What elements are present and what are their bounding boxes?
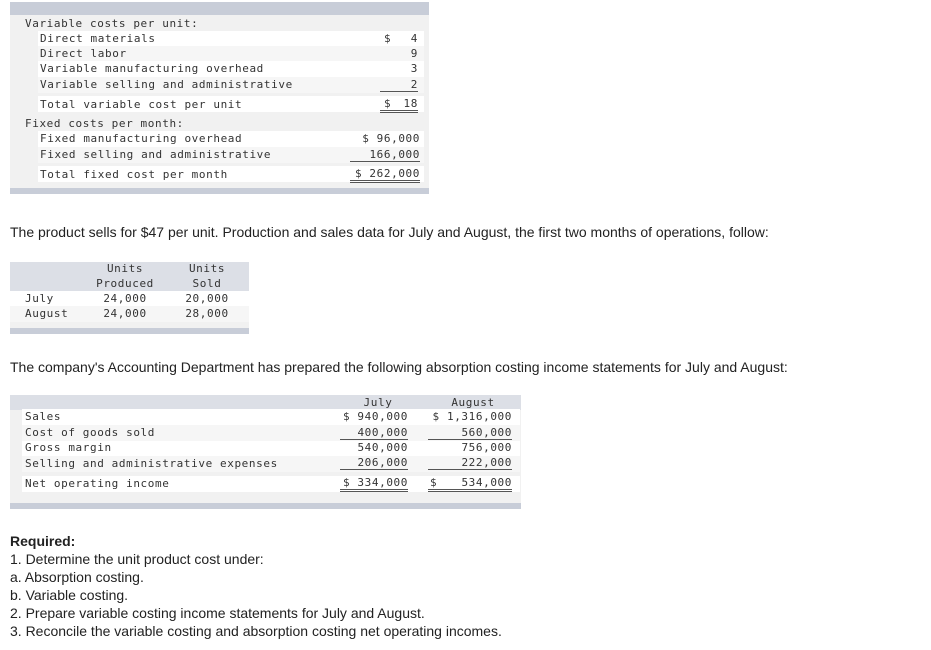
income-row-label: Selling and administrative expenses [25, 457, 278, 470]
net-income-label: Net operating income [25, 477, 170, 490]
income-row-label: Gross margin [25, 441, 112, 454]
income-col-august: August [451, 396, 495, 409]
fixed-costs-header: Fixed costs per month: [25, 117, 184, 130]
net-income-august-prefix: $ [430, 476, 438, 489]
produced-header-line1: Units [106, 262, 144, 275]
income-row-july: 206,000 [340, 456, 408, 470]
cost-row-label: Direct materials [40, 32, 156, 45]
income-col-july: July [363, 396, 393, 409]
production-produced: 24,000 [103, 292, 147, 305]
income-row-july: 400,000 [340, 426, 408, 440]
income-row-august: 222,000 [428, 456, 512, 470]
sold-header-line2: Sold [192, 277, 222, 290]
income-row-label: Sales [25, 410, 62, 423]
production-month: August [25, 307, 69, 320]
cost-row-prefix: $ [384, 32, 392, 45]
income-row-july: 540,000 [357, 441, 408, 454]
total-fixed-value: $ 262,000 [350, 167, 420, 183]
production-produced: 24,000 [103, 307, 147, 320]
income-table-bottom-bar [10, 503, 521, 509]
sold-header-line1: Units [188, 262, 226, 275]
cost-row-value: 3 [410, 62, 418, 75]
income-row-august: $ 1,316,000 [432, 410, 512, 423]
fixed-row-label: Fixed manufacturing overhead [40, 132, 243, 145]
production-month: July [25, 292, 54, 305]
fixed-row-label: Fixed selling and administrative [40, 148, 272, 161]
net-income-august: 534,000 [428, 476, 512, 492]
cost-row-label: Direct labor [40, 47, 127, 60]
fixed-row-value: $ 96,000 [362, 132, 420, 145]
total-fixed-label: Total fixed cost per month [40, 168, 228, 181]
total-variable-prefix: $ [384, 97, 392, 110]
cost-row-label: Variable manufacturing overhead [40, 62, 264, 75]
cost-row-value: 9 [410, 47, 418, 60]
produced-header-line2: Produced [96, 277, 154, 290]
required-line: b. Variable costing. [10, 587, 129, 603]
total-variable-value: 18 [380, 97, 418, 113]
cost-table-bottom-bar [10, 188, 429, 194]
intro-text: The product sells for $47 per unit. Production and sales data for July and August, the first two months of operations, follow: [10, 224, 769, 240]
income-intro-text: The company's Accounting Department has prepared the following absorption costing income statements for July and August: [10, 359, 788, 375]
net-income-july: $ 334,000 [340, 476, 408, 492]
variable-costs-header: Variable costs per unit: [25, 17, 199, 30]
income-row-august: 756,000 [461, 441, 512, 454]
total-variable-label: Total variable cost per unit [40, 98, 243, 111]
income-row-august: 560,000 [428, 426, 512, 440]
production-table-bottom-bar [10, 328, 249, 334]
cost-row-value: 2 [380, 78, 418, 92]
required-heading: Required: [10, 533, 76, 549]
cost-table-top-bar [10, 2, 429, 15]
required-line: 1. Determine the unit product cost under: [10, 551, 264, 567]
cost-row-label: Variable selling and administrative [40, 78, 293, 91]
production-sold: 20,000 [185, 292, 229, 305]
income-row-label: Cost of goods sold [25, 426, 156, 439]
required-line: 3. Reconcile the variable costing and absorption costing net operating incomes. [10, 623, 502, 639]
fixed-row-value: 166,000 [350, 148, 420, 162]
production-sold: 28,000 [185, 307, 229, 320]
cost-row-value: 4 [410, 32, 418, 45]
required-line: a. Absorption costing. [10, 569, 144, 585]
income-row-july: $ 940,000 [342, 410, 408, 423]
required-line: 2. Prepare variable costing income statements for July and August. [10, 605, 425, 621]
